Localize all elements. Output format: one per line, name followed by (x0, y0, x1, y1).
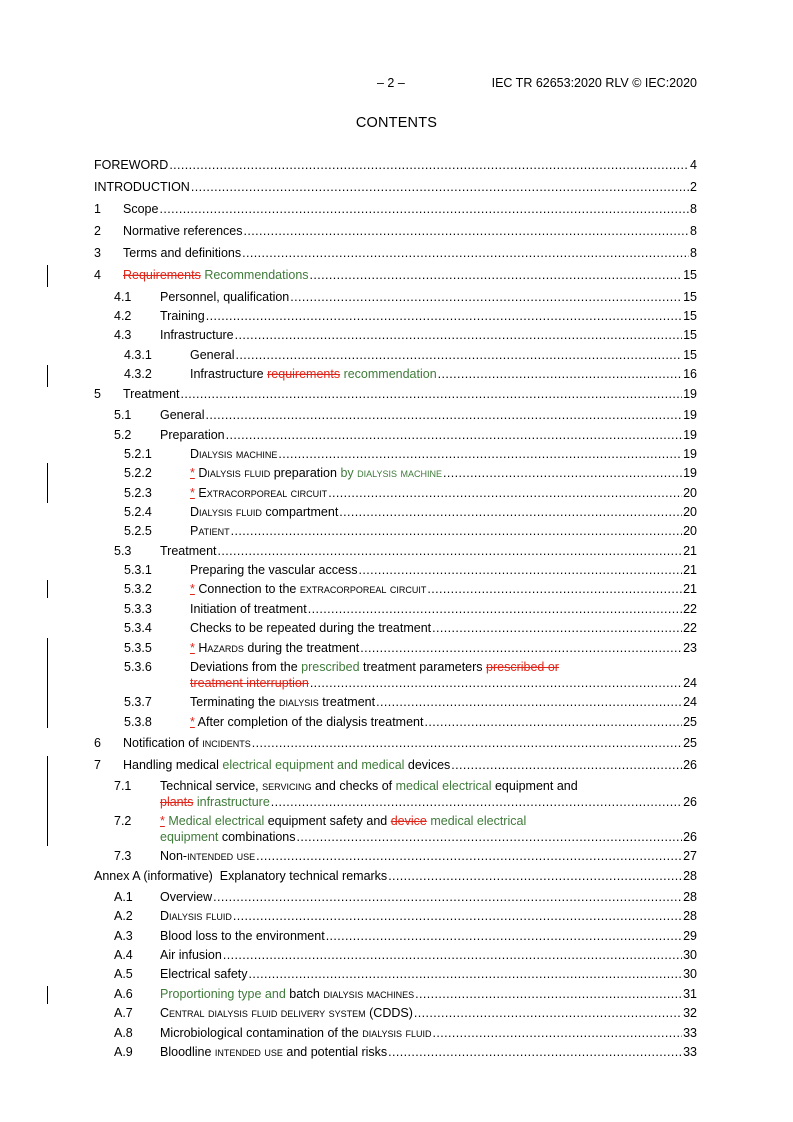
toc-number: A.7 (114, 1006, 133, 1020)
toc-title: Deviations from the (190, 660, 298, 674)
toc-page: 22 (683, 621, 697, 635)
toc-title: Annex A (informative) Explanatory technical remarks (94, 869, 388, 883)
toc-page: 24 (683, 695, 697, 709)
toc-title-sc: Dialysis fluid (198, 466, 271, 480)
change-bar (47, 580, 48, 598)
toc-number: A.1 (114, 890, 133, 904)
toc-number: 5.3.8 (124, 715, 152, 729)
toc-title: Air infusion (160, 948, 222, 962)
leader-dots (244, 224, 690, 239)
toc-number: 6 (94, 736, 101, 750)
toc-page: 31 (683, 987, 697, 1001)
toc-number: 5.3.6 (124, 660, 152, 674)
toc-page: 20 (683, 505, 697, 519)
leader-dots (235, 328, 682, 343)
toc-page: 33 (683, 1045, 697, 1059)
toc-number: 5.3.5 (124, 641, 152, 655)
asterisk-marker: * (190, 486, 195, 500)
leader-dots (339, 505, 682, 520)
toc-page: 33 (683, 1026, 697, 1040)
toc-page: 30 (683, 948, 697, 962)
leader-dots (169, 158, 689, 173)
toc-title: Training (160, 309, 205, 323)
asterisk-marker: * (190, 582, 195, 596)
toc-title: FOREWORD (94, 158, 169, 172)
leader-dots (242, 246, 689, 261)
leader-dots (415, 987, 682, 1002)
toc-page: 15 (683, 328, 697, 342)
toc-page: 28 (683, 890, 697, 904)
toc-number: 5.2.2 (124, 466, 152, 480)
toc-number: 5.3.7 (124, 695, 152, 709)
toc-page: 19 (683, 428, 697, 442)
toc-title-cont: and checks of (314, 779, 393, 793)
leader-dots (443, 466, 682, 481)
toc-number: 5.2.4 (124, 505, 152, 519)
leader-dots (310, 676, 682, 691)
leader-dots (433, 1026, 683, 1041)
inserted-text: Recommendations (204, 268, 309, 282)
toc-page: 19 (683, 387, 697, 401)
toc-title: (CDDS) (369, 1006, 413, 1020)
toc-title: Electrical safety (160, 967, 248, 981)
leader-dots (297, 830, 683, 845)
toc-page: 25 (683, 736, 697, 750)
toc-page: 26 (683, 758, 697, 772)
toc-number: A.4 (114, 948, 133, 962)
toc-page: 29 (683, 929, 697, 943)
toc-title-sc: incidents (202, 736, 251, 750)
toc-title: Preparing the vascular access (190, 563, 358, 577)
leader-dots (252, 736, 682, 751)
toc-number: 5.3 (114, 544, 132, 558)
toc-number: 3 (94, 246, 101, 260)
asterisk-marker: * (190, 641, 195, 655)
toc-title: Handling medical (123, 758, 219, 772)
asterisk-marker: * (190, 466, 195, 480)
toc-title-sc: intended use (214, 1045, 283, 1059)
toc-page: 19 (683, 408, 697, 422)
toc-number: A.2 (114, 909, 133, 923)
toc-number: 5.1 (114, 408, 132, 422)
leader-dots (271, 795, 682, 810)
toc-title-cont: treatment (322, 695, 376, 709)
toc-page: 20 (683, 524, 697, 538)
toc-title-cont: devices (407, 758, 451, 772)
toc-title: batch (289, 987, 320, 1001)
inserted-text: electrical equipment and medical (222, 758, 405, 772)
toc-page: 25 (683, 715, 697, 729)
toc-page: 8 (690, 202, 697, 216)
toc-title: Notification of (123, 736, 199, 750)
change-bar (47, 638, 48, 728)
page-number: – 2 – (377, 76, 405, 90)
leader-dots (388, 1045, 682, 1060)
toc-title: Bloodline (160, 1045, 212, 1059)
toc-number: A.9 (114, 1045, 133, 1059)
toc-title: Preparation (160, 428, 225, 442)
leader-dots (328, 486, 682, 501)
toc-number: 4.1 (114, 290, 132, 304)
toc-page: 19 (683, 466, 697, 480)
leader-dots (181, 387, 683, 402)
toc-page: 4 (690, 158, 697, 172)
change-bar (47, 756, 48, 846)
leader-dots (376, 695, 682, 710)
toc-title-sc: dialysis fluid (362, 1026, 432, 1040)
toc-title: After completion of the dialysis treatment (197, 715, 424, 729)
toc-title-sc: Hazards (198, 641, 244, 655)
toc-number: 1 (94, 202, 101, 216)
toc-title-sc: Dialysis fluid (190, 505, 262, 519)
leader-dots (249, 967, 683, 982)
toc-number: A.8 (114, 1026, 133, 1040)
toc-title: Blood loss to the environment (160, 929, 325, 943)
change-bar (47, 986, 48, 1004)
toc-title: Scope (123, 202, 159, 216)
leader-dots (360, 641, 682, 656)
toc-title: Dialysis fluid (160, 909, 232, 923)
toc-number: 5.3.4 (124, 621, 152, 635)
leader-dots (424, 715, 682, 730)
toc-title: Personnel, qualification (160, 290, 290, 304)
document-id: IEC TR 62653:2020 RLV © IEC:2020 (491, 76, 697, 90)
inserted-text: by (340, 466, 354, 480)
toc-page: 15 (683, 290, 697, 304)
toc-title-cont: equipment and (494, 779, 578, 793)
toc-title: Non- (160, 849, 188, 863)
toc-number: 5.2 (114, 428, 132, 442)
toc-page: 16 (683, 367, 697, 381)
toc-title: Patient (190, 524, 230, 538)
leader-dots (308, 602, 682, 617)
inserted-text: Proportioning type and (160, 987, 286, 1001)
toc-title: preparation (273, 466, 337, 480)
leader-dots (159, 202, 689, 217)
toc-title-sc: intended use (187, 849, 256, 863)
toc-page: 15 (683, 268, 697, 282)
leader-dots (414, 1006, 682, 1021)
toc-title-sc: dialysis machines (323, 987, 415, 1001)
toc-number: 2 (94, 224, 101, 238)
toc-title: Connection to the (198, 582, 297, 596)
toc-title-cont: treatment parameters (363, 660, 483, 674)
leader-dots (226, 428, 682, 443)
toc-page: 28 (683, 869, 697, 883)
toc-number: 4.3.1 (124, 348, 152, 362)
deleted-text: device (390, 814, 427, 828)
toc-page: 22 (683, 602, 697, 616)
toc-number: 4.3 (114, 328, 132, 342)
toc-page: 20 (683, 486, 697, 500)
inserted-text: medical electrical (430, 814, 527, 828)
toc-title: Infrastructure (160, 328, 234, 342)
toc-number: 7.3 (114, 849, 132, 863)
toc-title: Initiation of treatment (190, 602, 307, 616)
toc-title-sc: Extracorporeal circuit (198, 486, 328, 500)
toc-page: 2 (690, 180, 697, 194)
toc-page: 24 (683, 676, 697, 690)
inserted-text: infrastructure (196, 795, 270, 809)
toc-title-sc: servicing (262, 779, 312, 793)
inserted-text: equipment (160, 830, 219, 844)
toc-page: 21 (683, 563, 697, 577)
leader-dots (206, 309, 682, 324)
toc-page: 8 (690, 224, 697, 238)
toc-page: 23 (683, 641, 697, 655)
leader-dots (223, 948, 682, 963)
toc-title: Checks to be repeated during the treatment (190, 621, 432, 635)
toc-page: 8 (690, 246, 697, 260)
toc-number: 7.1 (114, 779, 132, 793)
leader-dots (205, 408, 682, 423)
toc-title: Technical service, (160, 779, 259, 793)
leader-dots (233, 909, 682, 924)
toc-number: 5.2.5 (124, 524, 152, 538)
toc-page: 19 (683, 447, 697, 461)
toc-title-sc: Central dialysis fluid delivery system (160, 1006, 366, 1020)
asterisk-marker: * (160, 814, 165, 828)
toc-page: 15 (683, 348, 697, 362)
toc-number: 5.3.2 (124, 582, 152, 596)
deleted-text: prescribed or (486, 660, 559, 674)
toc-title: Terms and definitions (123, 246, 242, 260)
toc-title-cont: and potential risks (286, 1045, 388, 1059)
toc-page: 21 (683, 582, 697, 596)
toc-title-cont: combinations (221, 830, 296, 844)
toc-title: Terminating the (190, 695, 276, 709)
toc-page: 15 (683, 309, 697, 323)
leader-dots (451, 758, 682, 773)
leader-dots (256, 849, 682, 864)
toc-title: General (190, 348, 235, 362)
toc-page: 26 (683, 795, 697, 809)
toc-title: Treatment (123, 387, 180, 401)
inserted-text: medical electrical (395, 779, 492, 793)
deleted-text: Requirements (123, 268, 201, 282)
toc-number: A.3 (114, 929, 133, 943)
leader-dots (231, 524, 682, 539)
asterisk-marker: * (190, 715, 195, 729)
toc-title: Dialysis machine (190, 447, 278, 461)
deleted-text: plants (160, 795, 194, 809)
inserted-text-sc: dialysis machine (357, 466, 442, 480)
toc-number: 5.3.3 (124, 602, 152, 616)
toc-title: during the treatment (247, 641, 360, 655)
toc-page: 30 (683, 967, 697, 981)
toc-number: 4.3.2 (124, 367, 152, 381)
toc-title: Infrastructure (190, 367, 264, 381)
toc-number: 5.3.1 (124, 563, 152, 577)
toc-page: 32 (683, 1006, 697, 1020)
toc-number: 4 (94, 268, 101, 282)
leader-dots (213, 890, 682, 905)
toc-number: A.5 (114, 967, 133, 981)
leader-dots (218, 544, 683, 559)
inserted-text: prescribed (301, 660, 360, 674)
toc-title: Microbiological contamination of the (160, 1026, 359, 1040)
leader-dots (290, 290, 682, 305)
deleted-text: requirements (267, 367, 341, 381)
toc-title: Normative references (123, 224, 243, 238)
toc-number: 5.2.3 (124, 486, 152, 500)
toc-number: 7.2 (114, 814, 132, 828)
leader-dots (432, 621, 682, 636)
toc-page: 27 (683, 849, 697, 863)
toc-number: A.6 (114, 987, 133, 1001)
toc-number: 5 (94, 387, 101, 401)
leader-dots (310, 268, 683, 283)
page-header (0, 76, 793, 94)
toc-title: equipment safety and (267, 814, 388, 828)
leader-dots (278, 447, 682, 462)
toc-number: 4.2 (114, 309, 132, 323)
leader-dots (427, 582, 682, 597)
toc-title: INTRODUCTION (94, 180, 190, 194)
leader-dots (358, 563, 682, 578)
change-bar (47, 463, 48, 503)
change-bar (47, 265, 48, 287)
toc-title-sc: dialysis (278, 695, 319, 709)
leader-dots (235, 348, 682, 363)
toc-number: 7 (94, 758, 101, 772)
toc-page: 21 (683, 544, 697, 558)
inserted-text: recommendation (343, 367, 437, 381)
toc-number: 5.2.1 (124, 447, 152, 461)
change-bar (47, 365, 48, 387)
leader-dots (438, 367, 682, 382)
leader-dots (191, 180, 689, 195)
toc-title: General (160, 408, 205, 422)
deleted-text: treatment interruption (190, 676, 309, 690)
toc-title: Overview (160, 890, 213, 904)
inserted-text: Medical electrical (168, 814, 265, 828)
page-title: CONTENTS (355, 115, 438, 131)
toc-page: 26 (683, 830, 697, 844)
toc-page: 28 (683, 909, 697, 923)
toc-title: Treatment (160, 544, 217, 558)
leader-dots (388, 869, 682, 884)
toc-title: compartment (265, 505, 339, 519)
toc-title-sc: extracorporeal circuit (299, 582, 427, 596)
leader-dots (326, 929, 682, 944)
